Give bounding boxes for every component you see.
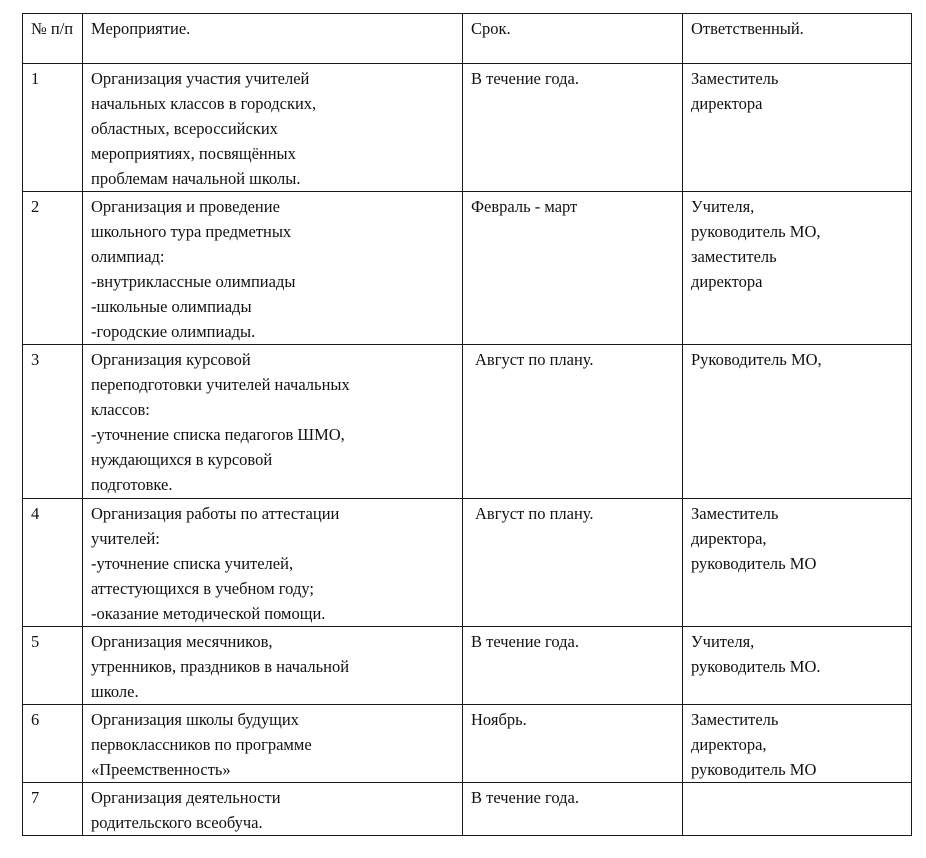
cell-number: 2 (23, 192, 83, 345)
cell-event: Организация и проведение школьного тура предметных олимпиад: -внутриклассные олимпиады -школьные олимпиады -городские олимпиады. (83, 192, 463, 345)
header-event: Мероприятие. (83, 14, 463, 64)
table-row (23, 705, 912, 783)
cell-number: 7 (23, 783, 83, 836)
cell-event: Организация работы по аттестации учителей: -уточнение списка учителей, аттестующихся в учебном году; -оказание методической помощи. (83, 499, 463, 627)
cell-responsible: Заместитель директора, руководитель МО (683, 705, 912, 783)
table-row (23, 64, 912, 192)
cell-event: Организация курсовой переподготовки учителей начальных классов: -уточнение списка педагогов ШМО, нуждающихся в курсовой подготовке. (83, 345, 463, 499)
table-row (23, 192, 912, 345)
cell-event: Организация участия учителей начальных классов в городских, областных, всероссийских мероприятиях, посвящённых проблемам начальной школы. (83, 64, 463, 192)
header-term: Срок. (463, 14, 683, 64)
cell-term: Август по плану. (463, 499, 683, 627)
cell-responsible: Руководитель МО, (683, 345, 912, 499)
cell-event: Организация деятельности родительского всеобуча. (83, 783, 463, 836)
table-row (23, 499, 912, 627)
cell-term: Февраль - март (463, 192, 683, 345)
cell-term: В течение года. (463, 64, 683, 192)
cell-term: В течение года. (463, 627, 683, 705)
cell-responsible: Заместитель директора, руководитель МО (683, 499, 912, 627)
cell-number: 4 (23, 499, 83, 627)
cell-event: Организация школы будущих первоклассников по программе «Преемственность» (83, 705, 463, 783)
header-responsible: Ответственный. (683, 14, 912, 64)
cell-number: 3 (23, 345, 83, 499)
cell-responsible: Учителя, руководитель МО, заместитель директора (683, 192, 912, 345)
table-row (23, 783, 912, 836)
table-row (23, 627, 912, 705)
cell-term: Август по плану. (463, 345, 683, 499)
cell-responsible (683, 783, 912, 836)
cell-event: Организация месячников, утренников, праздников в начальной школе. (83, 627, 463, 705)
cell-responsible: Учителя, руководитель МО. (683, 627, 912, 705)
table-header-row (23, 14, 912, 64)
cell-number: 6 (23, 705, 83, 783)
cell-term: Ноябрь. (463, 705, 683, 783)
table-row (23, 345, 912, 499)
cell-term: В течение года. (463, 783, 683, 836)
cell-number: 1 (23, 64, 83, 192)
header-number: № п/п (23, 14, 83, 64)
cell-number: 5 (23, 627, 83, 705)
cell-responsible: Заместитель директора (683, 64, 912, 192)
events-plan-table (22, 13, 912, 836)
document-page (22, 13, 911, 836)
